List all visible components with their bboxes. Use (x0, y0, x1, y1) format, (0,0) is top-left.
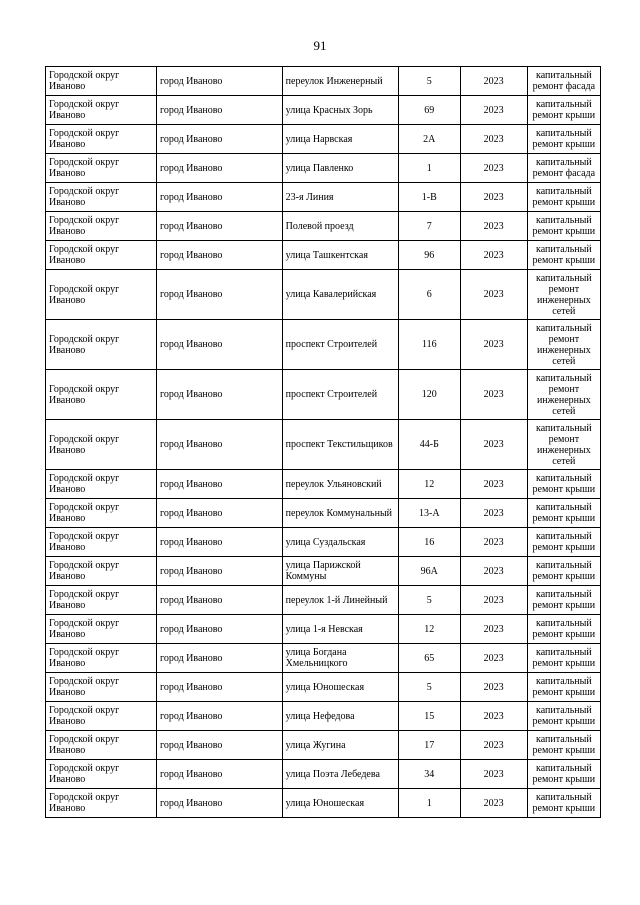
house-number-cell: 1 (398, 789, 460, 818)
street-cell: улица Поэта Лебедева (282, 760, 398, 789)
street-cell: переулок 1-й Линейный (282, 586, 398, 615)
year-cell: 2023 (460, 270, 527, 320)
street-cell: улица 1-я Невская (282, 615, 398, 644)
table-row (46, 320, 601, 370)
street-cell: улица Жугина (282, 731, 398, 760)
house-number-cell: 1-В (398, 183, 460, 212)
street-cell: Полевой проезд (282, 212, 398, 241)
table-row (46, 470, 601, 499)
house-number-cell: 116 (398, 320, 460, 370)
table-row (46, 370, 601, 420)
city-cell: город Иваново (157, 615, 283, 644)
street-cell: проспект Строителей (282, 320, 398, 370)
year-cell: 2023 (460, 320, 527, 370)
house-number-cell: 13-А (398, 499, 460, 528)
table-row (46, 644, 601, 673)
year-cell: 2023 (460, 586, 527, 615)
house-number-cell: 5 (398, 673, 460, 702)
repair-schedule-table (45, 66, 601, 818)
district-cell: Городской округ Иваново (46, 241, 157, 270)
year-cell: 2023 (460, 760, 527, 789)
city-cell: город Иваново (157, 320, 283, 370)
city-cell: город Иваново (157, 644, 283, 673)
district-cell: Городской округ Иваново (46, 673, 157, 702)
house-number-cell: 12 (398, 615, 460, 644)
city-cell: город Иваново (157, 96, 283, 125)
district-cell: Городской округ Иваново (46, 320, 157, 370)
city-cell: город Иваново (157, 586, 283, 615)
street-cell: улица Красных Зорь (282, 96, 398, 125)
street-cell: проспект Строителей (282, 370, 398, 420)
work-type-cell: капитальный ремонт фасада (527, 67, 600, 96)
table-row (46, 241, 601, 270)
street-cell: улица Суздальская (282, 528, 398, 557)
street-cell: улица Богдана Хмельницкого (282, 644, 398, 673)
year-cell: 2023 (460, 420, 527, 470)
work-type-cell: капитальный ремонт крыши (527, 702, 600, 731)
year-cell: 2023 (460, 241, 527, 270)
house-number-cell: 7 (398, 212, 460, 241)
house-number-cell: 44-Б (398, 420, 460, 470)
district-cell: Городской округ Иваново (46, 125, 157, 154)
house-number-cell: 6 (398, 270, 460, 320)
year-cell: 2023 (460, 789, 527, 818)
work-type-cell: капитальный ремонт крыши (527, 760, 600, 789)
district-cell: Городской округ Иваново (46, 789, 157, 818)
house-number-cell: 12 (398, 470, 460, 499)
house-number-cell: 15 (398, 702, 460, 731)
year-cell: 2023 (460, 731, 527, 760)
district-cell: Городской округ Иваново (46, 420, 157, 470)
street-cell: улица Юношеская (282, 673, 398, 702)
city-cell: город Иваново (157, 789, 283, 818)
work-type-cell: капитальный ремонт фасада (527, 154, 600, 183)
street-cell: 23-я Линия (282, 183, 398, 212)
work-type-cell: капитальный ремонт крыши (527, 241, 600, 270)
table-row (46, 183, 601, 212)
table-row (46, 420, 601, 470)
district-cell: Городской округ Иваново (46, 96, 157, 125)
street-cell: переулок Коммунальный (282, 499, 398, 528)
house-number-cell: 120 (398, 370, 460, 420)
year-cell: 2023 (460, 125, 527, 154)
district-cell: Городской округ Иваново (46, 702, 157, 731)
work-type-cell: капитальный ремонт крыши (527, 644, 600, 673)
city-cell: город Иваново (157, 125, 283, 154)
work-type-cell: капитальный ремонт крыши (527, 212, 600, 241)
year-cell: 2023 (460, 528, 527, 557)
year-cell: 2023 (460, 499, 527, 528)
district-cell: Городской округ Иваново (46, 499, 157, 528)
district-cell: Городской округ Иваново (46, 615, 157, 644)
year-cell: 2023 (460, 96, 527, 125)
work-type-cell: капитальный ремонт крыши (527, 470, 600, 499)
district-cell: Городской округ Иваново (46, 183, 157, 212)
district-cell: Городской округ Иваново (46, 528, 157, 557)
district-cell: Городской округ Иваново (46, 557, 157, 586)
table-row (46, 586, 601, 615)
table-row (46, 499, 601, 528)
work-type-cell: капитальный ремонт крыши (527, 528, 600, 557)
table-row (46, 615, 601, 644)
work-type-cell: капитальный ремонт инженерных сетей (527, 420, 600, 470)
year-cell: 2023 (460, 557, 527, 586)
work-type-cell: капитальный ремонт крыши (527, 183, 600, 212)
city-cell: город Иваново (157, 67, 283, 96)
district-cell: Городской округ Иваново (46, 270, 157, 320)
city-cell: город Иваново (157, 499, 283, 528)
city-cell: город Иваново (157, 528, 283, 557)
house-number-cell: 65 (398, 644, 460, 673)
street-cell: переулок Ульяновский (282, 470, 398, 499)
house-number-cell: 96 (398, 241, 460, 270)
house-number-cell: 17 (398, 731, 460, 760)
table-row (46, 96, 601, 125)
work-type-cell: капитальный ремонт инженерных сетей (527, 270, 600, 320)
city-cell: город Иваново (157, 270, 283, 320)
table-row (46, 731, 601, 760)
district-cell: Городской округ Иваново (46, 67, 157, 96)
table-row (46, 270, 601, 320)
work-type-cell: капитальный ремонт инженерных сетей (527, 320, 600, 370)
city-cell: город Иваново (157, 760, 283, 789)
year-cell: 2023 (460, 183, 527, 212)
table-row (46, 154, 601, 183)
year-cell: 2023 (460, 615, 527, 644)
table-row (46, 67, 601, 96)
house-number-cell: 16 (398, 528, 460, 557)
house-number-cell: 96А (398, 557, 460, 586)
table-row (46, 125, 601, 154)
street-cell: улица Ташкентская (282, 241, 398, 270)
table-row (46, 673, 601, 702)
table-row (46, 212, 601, 241)
work-type-cell: капитальный ремонт крыши (527, 499, 600, 528)
city-cell: город Иваново (157, 557, 283, 586)
work-type-cell: капитальный ремонт крыши (527, 731, 600, 760)
city-cell: город Иваново (157, 154, 283, 183)
year-cell: 2023 (460, 370, 527, 420)
city-cell: город Иваново (157, 241, 283, 270)
work-type-cell: капитальный ремонт крыши (527, 586, 600, 615)
city-cell: город Иваново (157, 470, 283, 499)
house-number-cell: 1 (398, 154, 460, 183)
house-number-cell: 2А (398, 125, 460, 154)
district-cell: Городской округ Иваново (46, 644, 157, 673)
table-body (46, 67, 601, 818)
street-cell: улица Нефедова (282, 702, 398, 731)
street-cell: улица Нарвская (282, 125, 398, 154)
year-cell: 2023 (460, 673, 527, 702)
street-cell: улица Кавалерийская (282, 270, 398, 320)
work-type-cell: капитальный ремонт крыши (527, 557, 600, 586)
year-cell: 2023 (460, 212, 527, 241)
district-cell: Городской округ Иваново (46, 760, 157, 789)
district-cell: Городской округ Иваново (46, 731, 157, 760)
street-cell: проспект Текстильщиков (282, 420, 398, 470)
street-cell: улица Юношеская (282, 789, 398, 818)
year-cell: 2023 (460, 644, 527, 673)
city-cell: город Иваново (157, 420, 283, 470)
district-cell: Городской округ Иваново (46, 212, 157, 241)
district-cell: Городской округ Иваново (46, 370, 157, 420)
district-cell: Городской округ Иваново (46, 154, 157, 183)
year-cell: 2023 (460, 470, 527, 499)
house-number-cell: 5 (398, 67, 460, 96)
work-type-cell: капитальный ремонт инженерных сетей (527, 370, 600, 420)
work-type-cell: капитальный ремонт крыши (527, 96, 600, 125)
city-cell: город Иваново (157, 183, 283, 212)
street-cell: улица Павленко (282, 154, 398, 183)
city-cell: город Иваново (157, 370, 283, 420)
table-row (46, 528, 601, 557)
street-cell: улица Парижской Коммуны (282, 557, 398, 586)
table-row (46, 557, 601, 586)
table-row (46, 789, 601, 818)
page-number: 91 (313, 38, 327, 53)
house-number-cell: 5 (398, 586, 460, 615)
house-number-cell: 69 (398, 96, 460, 125)
work-type-cell: капитальный ремонт крыши (527, 125, 600, 154)
work-type-cell: капитальный ремонт крыши (527, 789, 600, 818)
table-row (46, 760, 601, 789)
city-cell: город Иваново (157, 702, 283, 731)
year-cell: 2023 (460, 702, 527, 731)
work-type-cell: капитальный ремонт крыши (527, 615, 600, 644)
street-cell: переулок Инженерный (282, 67, 398, 96)
work-type-cell: капитальный ремонт крыши (527, 673, 600, 702)
district-cell: Городской округ Иваново (46, 586, 157, 615)
year-cell: 2023 (460, 67, 527, 96)
city-cell: город Иваново (157, 212, 283, 241)
city-cell: город Иваново (157, 731, 283, 760)
city-cell: город Иваново (157, 673, 283, 702)
house-number-cell: 34 (398, 760, 460, 789)
district-cell: Городской округ Иваново (46, 470, 157, 499)
table-row (46, 702, 601, 731)
year-cell: 2023 (460, 154, 527, 183)
